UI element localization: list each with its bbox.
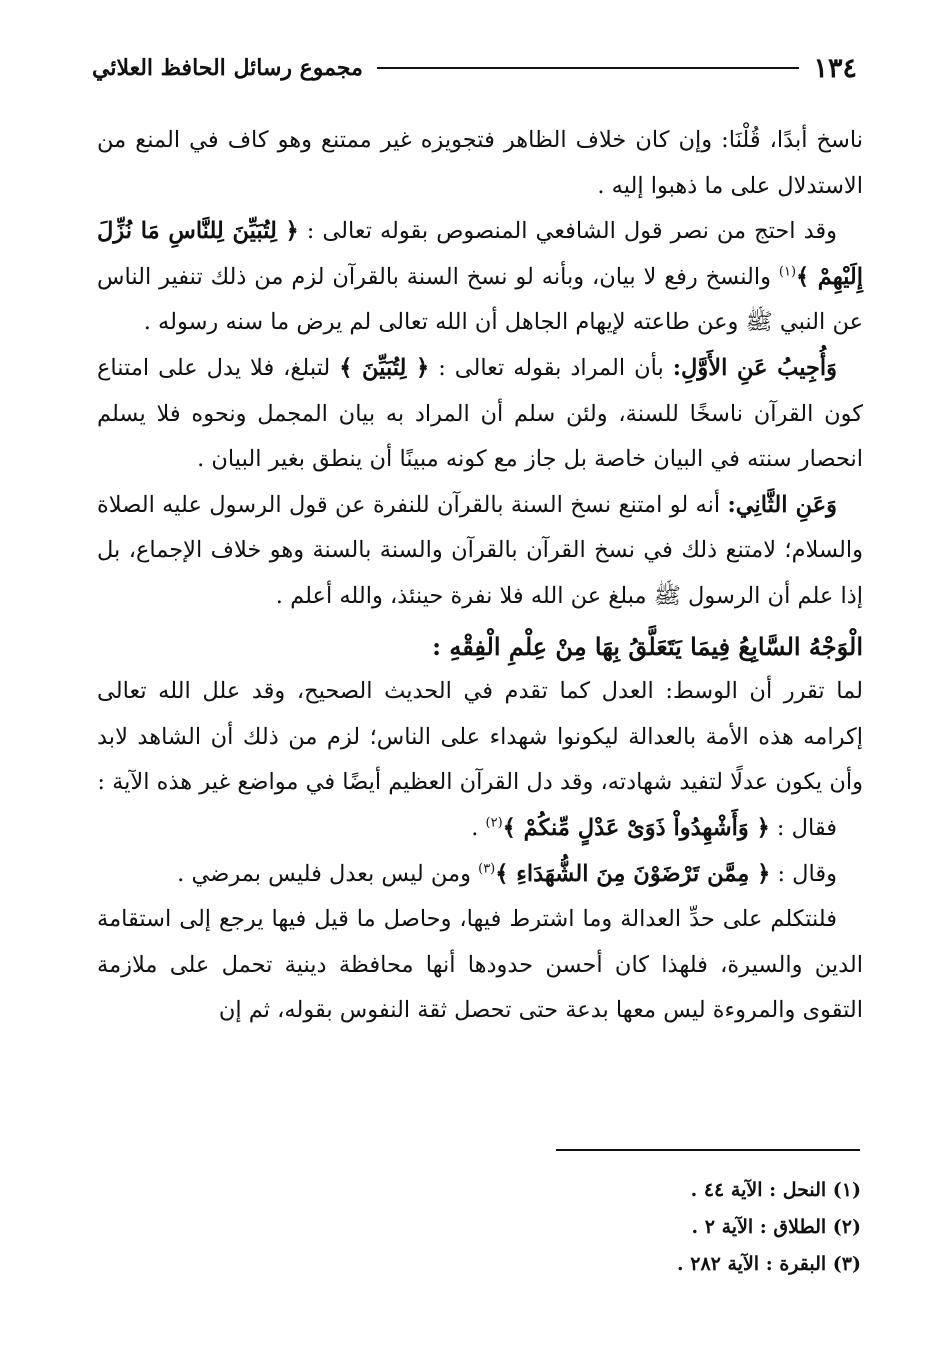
footnote-rule	[556, 1149, 860, 1151]
page-header	[92, 48, 857, 88]
paragraph-2-intro: وقد احتج من نصر قول الشافعي المنصوص بقوله تعالى :	[306, 218, 838, 245]
paragraph-4	[97, 483, 863, 620]
footnote-marker-3: (٣)	[478, 861, 496, 876]
paragraph-6-intro: فقال :	[776, 814, 837, 841]
quran-verse-1: ﴿ لِتُبَيِّنَ لِلنَّاسِ مَا نُزِّلَ إِلَيْهِمْ ﴾	[97, 218, 864, 290]
paragraph-7-intro: وقال :	[777, 860, 837, 887]
paragraph-3	[97, 346, 863, 483]
quran-verse-4: ﴿ مِمَّن تَرْضَوْنَ مِنَ الشُّهَدَاءِ ﴾	[495, 860, 771, 887]
page-number: ١٣٤	[813, 52, 857, 84]
running-title: مجموع رسائل الحافظ العلائي	[92, 55, 363, 81]
paragraph-6-end: .	[471, 814, 479, 841]
paragraph-2-rest: والنسخ رفع لا بيان، وبأنه لو نسخ السنة بالقرآن لزم من ذلك تنفير الناس عن النبي ﷺ وعن طاعته لإيهام الجاهل أن الله تعالى لم يرض ما سنه رسوله .	[97, 263, 863, 336]
footnote-marker-1: (١)	[778, 264, 797, 280]
paragraph-3-rest: لتبلغ، فلا يدل على امتناع كون القرآن ناسخًا للسنة، ولئن سلم أن المراد به بيان المجمل ونحوه فلا يسلم انحصار سنته في البيان خاصة بل جاز مع كونه مبينًا أن ينطق بغير البيان .	[97, 354, 863, 473]
paragraph-4-text: أنه لو امتنع نسخ السنة بالقرآن للنفرة عن قول الرسول عليه الصلاة والسلام؛ لامتنع ذلك في نسخ القرآن بالقرآن والسنة بالسنة وهو خلاف الإجماع، بل إذا علم أن الرسول ﷺ مبلغ عن الله فلا نفرة حينئذ، والله أعلم .	[97, 491, 863, 609]
footnote-1: (١) النحل : الآية ٤٤ .	[690, 1179, 861, 1201]
paragraph-6	[97, 806, 863, 852]
paragraph-7-rest: ومن ليس بعدل فليس بمرضي .	[177, 860, 471, 887]
footnote-3: (٣) البقرة : الآية ٢٨٢ .	[677, 1253, 861, 1275]
answer-first-heading: وَأُجِيبُ عَنِ الأَوَّلِ:	[672, 354, 838, 381]
paragraph-5: لما تقرر أن الوسط: العدل كما تقدم في الحديث الصحيح، وقد علل الله تعالى إكرامه هذه الأمة بالعدالة ليكونوا شهداء على الناس؛ لزم من ذلك أن الشاهد لابد وأن يكون عدلًا لتفيد شهادته، وقد دل القرآن العظيم أيضًا في مواضع غير هذه الآية :	[97, 678, 863, 796]
quran-verse-2: ﴿ لِتُبَيِّنَ ﴾	[339, 354, 430, 381]
paragraph-2	[97, 209, 863, 346]
footnotes	[400, 1172, 861, 1283]
paragraph-7	[97, 852, 863, 898]
paragraph-3-intro: بأن المراد بقوله تعالى :	[438, 354, 664, 381]
main-text	[97, 118, 863, 1034]
header-rule	[377, 67, 800, 69]
footnote-2: (٢) الطلاق : الآية ٢ .	[691, 1216, 861, 1238]
section-heading: الْوَجْهُ السَّابِعُ فِيمَا يَتَعَلَّقُ بِهَا مِنْ عِلْمِ الْفِقْهِ :	[432, 631, 863, 661]
footnote-marker-2: (٢)	[485, 815, 503, 831]
paragraph-1: ناسخ أبدًا، قُلْنَا: وإن كان خلاف الظاهر فتجويزه غير ممتنع وهو كاف في المنع من الاستدلال على ما ذهبوا إليه .	[97, 127, 863, 199]
answer-second-heading: وَعَنِ الثَّانِي:	[727, 491, 837, 518]
paragraph-8: فلنتكلم على حدِّ العدالة وما اشترط فيها، وحاصل ما قيل فيها يرجع إلى استقامة الدين والسيرة، فلهذا كان أحسن حدودها أنها محافظة دينية تحمل على ملازمة التقوى والمروءة ليس معها بدعة حتى تحصل ثقة النفوس بقوله، ثم إن	[97, 906, 863, 1024]
quran-verse-3: ﴿ وَأَشْهِدُواْ ذَوَىْ عَدْلٍ مِّنكُمْ ﴾	[502, 814, 770, 841]
